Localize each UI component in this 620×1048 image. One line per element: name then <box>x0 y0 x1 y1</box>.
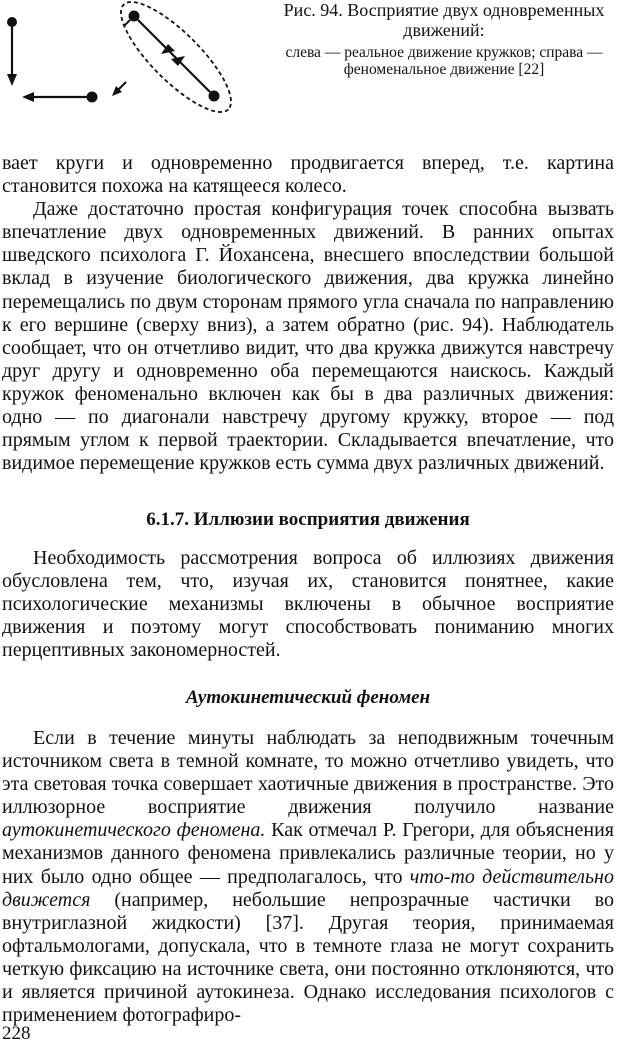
emphasis-autokinetic: аутокинетического феномена. <box>2 819 266 842</box>
emphasis-something-moves: что-то действительно движется <box>2 865 614 911</box>
figure-caption <box>268 0 620 78</box>
upper-dot <box>129 11 140 22</box>
diagonal-line <box>138 20 210 92</box>
illusions-paragraph: Необходимость рассмотрения вопроса об иллюзиях движения обусловлена тем, что, изучая их, становится понятнее, какие психологические механизмы включены в обычное восприятие движения и поэтому могут способствовать пониманию многих перцептивных закономерностей. <box>2 547 614 662</box>
intro-text <box>2 152 614 475</box>
page-number: 228 <box>2 1023 31 1044</box>
phenomenal-motion-diagram <box>107 0 246 126</box>
subsection-text <box>2 727 614 1027</box>
motion-diagram <box>0 0 270 130</box>
down-left-line <box>124 20 130 26</box>
horizontal-arrowhead <box>22 92 34 102</box>
subsection-heading: Аутокинетический феномен <box>185 687 431 708</box>
figure-94 <box>0 0 620 130</box>
text-run: Как отмечал Р. Грегори, для объяснения механизмов данного феномена привлекались различные теории, но у них было одно общее — предполагалось, что <box>2 819 614 888</box>
lower-dot <box>209 91 220 102</box>
text-run: (например, небольшие непрозрачные частички во внутриглазной жидкости) [37]. Другая теория, принимаемая офтальмологами, допускала, что в темноте глаза не могут сохранить четкую фиксацию на источнике света, они постоянно отклоняются, что и является причиной аутокинеза. Однако исследования психологов с применением фотографиро- <box>2 888 614 1027</box>
autokinetic-paragraph <box>2 727 614 1027</box>
right-dot <box>87 92 98 103</box>
real-motion-diagram <box>7 17 98 103</box>
continuation-paragraph: вает круги и одновременно продвигается вперед, т.е. картина становится похожа на катящееся колесо. <box>2 152 614 198</box>
section-heading: 6.1.7. Иллюзии восприятия движения <box>146 509 470 530</box>
caption-title: Рис. 94. Восприятие двух одновременных движений: <box>283 0 605 40</box>
vertical-arrowhead <box>7 74 17 86</box>
section-text <box>2 547 614 662</box>
johansson-paragraph: Даже достаточно простая конфигурация точек способна вызвать впечатление двух одновременных движений. В ранних опытах шведского психолога Г. Йохансена, внесшего впоследствии большой вклад в изучение биологического движения, два кружка линейно перемещались по двум сторонам прямого угла сначала по направлению к его вершине (сверху вниз), а затем обратно (рис. 94). Наблюдатель сообщает, что он отчетливо видит, что два кружка движутся навстречу друг другу и одновременно оба перемещаются наискось. Каждый кружок феноменально включен как бы в два различных движения: одно — по диагонали навстречу другому кружку, второе — под прямым углом к первой траектории. Складывается впечатление, что видимое перемещение кружков есть сумма двух различных движений. <box>2 198 614 475</box>
top-dot <box>7 17 17 27</box>
text-run: Если в течение минуты наблюдать за неподвижным точечным источником света в темной комнате, то можно отчетливо увидеть, что эта световая точка совершает хаотичные движения в пространстве. Это иллюзорное восприятие движения получило название <box>2 727 614 819</box>
caption-description: слева — реальное движение кружков; справа — феноменальное движение [22] <box>285 44 603 78</box>
